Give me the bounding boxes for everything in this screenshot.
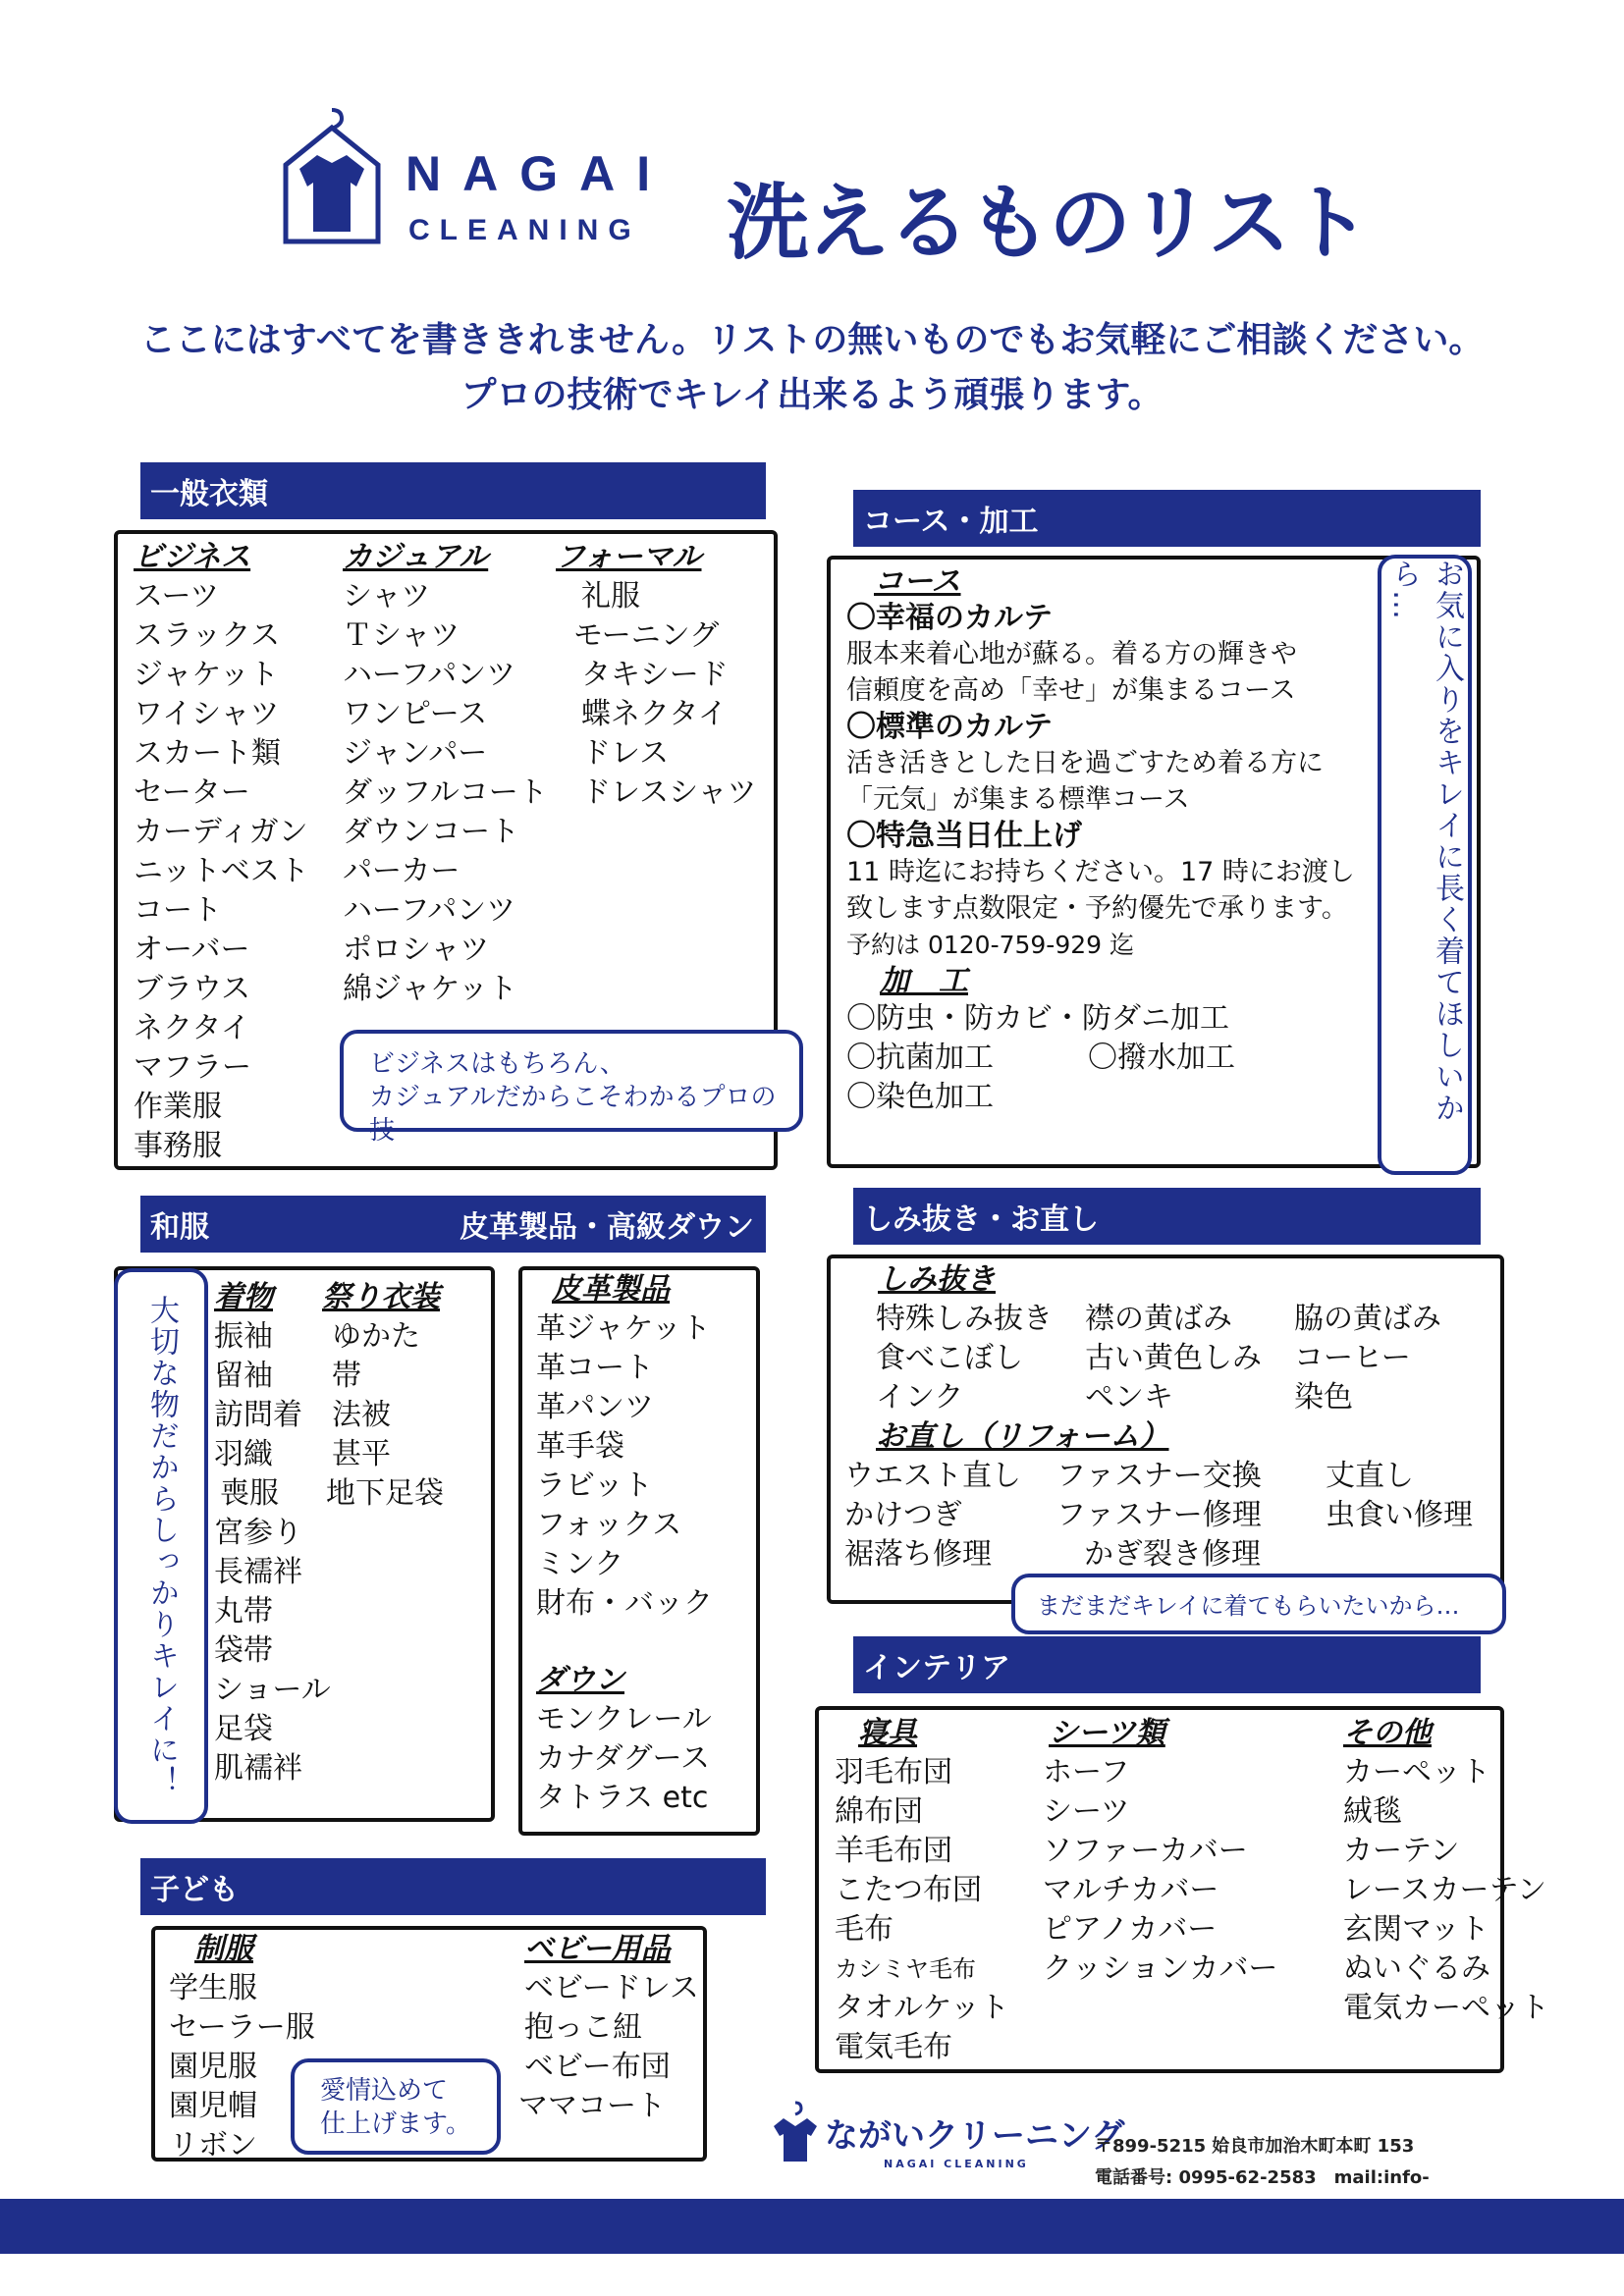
list-item: 法被 [332,1398,391,1432]
course-heading: コース [874,564,961,599]
list-item: 抱っこ紐 [524,2010,642,2045]
list-item: 電気カーペット [1343,1991,1549,2025]
list-item: クッションカバー [1043,1951,1278,1986]
section-bar-interior [853,1636,1481,1693]
list-item: 地下足袋 [326,1476,444,1511]
list-item: ウエスト直し [844,1459,1021,1493]
list-item: 甚平 [332,1437,391,1471]
list-item: 食べこぼし [876,1341,1023,1375]
list-item: 園児服 [169,2050,257,2084]
baby-heading: ベビー用品 [524,1932,671,1966]
list-item: 園児帽 [169,2089,257,2123]
list-item: 丸帯 [214,1594,273,1629]
course-3-title: 〇特急当日仕上げ [846,819,1082,853]
section-title-kids: 子ども [150,1873,239,1907]
list-item: ママコート [518,2089,666,2123]
list-item: 留袖 [214,1359,273,1393]
section-bar-course [853,490,1481,547]
stain-callout [1011,1574,1506,1634]
list-item: ミンク [536,1547,624,1581]
list-item: ニットベスト [134,854,309,888]
list-item: ベビードレス [524,1971,699,2005]
section-bar-stain [853,1188,1481,1245]
list-item: 財布・バック [536,1586,713,1621]
list-item: スカート類 [134,736,281,771]
list-item: 訪問着 [214,1398,302,1432]
list-item: 襟の黄ばみ [1085,1302,1232,1336]
leather-heading: 皮革製品 [552,1272,670,1307]
list-item: ベビー布団 [524,2050,671,2084]
subtitle-line-1: ここにはすべてを書ききれません。リストの無いものでもお気軽にご相談ください。 [139,320,1485,360]
list-item: 革ジャケット [536,1311,711,1346]
list-item: 丈直し [1326,1459,1414,1493]
footer-address: 〒899-5215 姶良市加治木町本町 153 [1095,2136,1415,2157]
list-item: カーテン [1343,1834,1460,1868]
list-item: ドレス [581,736,670,771]
list-item: パーカー [343,854,460,888]
list-item: 虫食い修理 [1326,1498,1473,1532]
list-item: ダウンコート [343,815,519,849]
list-item: コート [134,893,222,928]
list-item: 脇の黄ばみ [1294,1302,1441,1336]
kimono-list [214,1278,331,1789]
list-item: マフラー [134,1050,251,1085]
list-item: 裾落ち修理 [844,1537,992,1572]
business-list [134,538,309,1166]
kimono-heading: 着物 [214,1280,273,1314]
course-3-line-1: 11 時迄にお持ちください。17 時にお渡し [846,857,1355,887]
stain-col-3 [1294,1300,1441,1417]
course-3-line-3: 予約は 0120-759-929 迄 [846,931,1134,959]
section-title-leather: 皮革製品・高級ダウン [460,1210,754,1245]
list-item: 革手袋 [536,1429,624,1464]
section-title-general: 一般衣類 [150,477,268,511]
section-title-stain: しみ抜き・お直し [863,1202,1099,1237]
casual-list [343,538,548,1009]
list-item: ラビット [536,1468,653,1503]
course-1-line-1: 服本来着心地が蘇る。着る方の輝きや [846,639,1297,669]
list-item: 蝶ネクタイ [581,697,728,731]
list-item: 綿ジャケット [343,972,517,1006]
process-item-2b: 〇撥水加工 [1088,1041,1235,1075]
baby-list [518,1930,699,2126]
stain-callout-text: まだまだキレイに着てもらいたいから… [1037,1592,1460,1620]
uniform-heading: 制服 [194,1932,253,1966]
list-item: ネクタイ [134,1011,250,1045]
process-item-1: 〇防虫・防カビ・防ダニ加工 [846,1001,1229,1036]
list-item: 振袖 [214,1319,273,1354]
matsuri-list [322,1278,444,1514]
list-item: カーペット [1343,1755,1490,1789]
list-item: ゆかた [332,1319,420,1354]
list-item: ホーフ [1043,1755,1130,1789]
list-item: 羊毛布団 [835,1834,952,1868]
wafuku-vertical-callout [114,1268,208,1824]
list-item: 作業服 [134,1090,222,1124]
course-vertical-callout-text: お気に入りをキレイに長く着てほしいから… [1386,559,1464,1124]
brand-cleaning: CLEANING [408,214,641,246]
list-item: ファスナー交換 [1056,1459,1262,1493]
footer-shirt-logo-icon [770,2101,821,2163]
list-item: オーバー [134,933,250,967]
list-item: 羽織 [214,1437,273,1471]
formal-heading: フォーマル [556,540,702,574]
process-heading: 加 工 [880,964,968,998]
leather-list [536,1270,713,1624]
brand-nagai: NAGAI [406,146,673,201]
list-item: 宮参り [214,1516,302,1550]
list-item: 革パンツ [536,1390,654,1424]
list-item: ぬいぐるみ [1343,1951,1490,1986]
casual-heading: カジュアル [343,540,489,574]
other-heading: その他 [1343,1716,1432,1750]
section-bar-wafuku [140,1196,766,1253]
course-2-line-1: 活き活きとした日を過ごすため着る方に [846,748,1324,778]
reform-col-2 [1056,1457,1262,1575]
wafuku-vertical-callout-text: 大切な物だからしっかりキレイに！ [144,1295,179,1797]
list-item: 肌襦袢 [214,1751,302,1786]
list-item: セーラー服 [169,2010,315,2045]
kids-callout-line-1: 愛情込めて [320,2076,449,2106]
page-title: 洗えるものリスト [727,175,1370,271]
course-2-title: 〇標準のカルテ [846,710,1053,744]
list-item: 学生服 [169,1971,257,2005]
list-item: ファスナー修理 [1056,1498,1262,1532]
list-item: 羽毛布団 [835,1755,952,1789]
list-item: コーヒー [1294,1341,1411,1375]
course-3-line-2: 致します点数限定・予約優先で承ります。 [846,893,1348,924]
kids-callout-line-2: 仕上げます。 [320,2109,471,2139]
kids-callout [291,2058,501,2155]
list-item: 帯 [332,1359,361,1393]
list-item: こたつ布団 [835,1873,982,1907]
section-bar-general [140,462,766,519]
list-item: インク [876,1380,964,1415]
down-heading: ダウン [536,1663,624,1697]
list-item: ワンピース [343,697,488,731]
list-item: ピアノカバー [1043,1912,1218,1947]
course-2-line-2: 「元気」が集まる標準コース [846,784,1190,815]
sheets-heading: シーツ類 [1049,1716,1165,1750]
stain-col-2 [1085,1300,1262,1417]
list-item: タトラス etc [536,1781,709,1815]
course-1-line-2: 信頼度を高め「幸せ」が集まるコース [846,675,1296,706]
bedding-list [835,1714,1009,2067]
general-callout [340,1030,803,1146]
sheets-list [1043,1714,1277,1989]
formal-list [556,538,757,813]
section-bar-kids [140,1858,766,1915]
list-item: かぎ裂き修理 [1084,1537,1261,1572]
course-1-title: 〇幸福のカルテ [846,601,1053,635]
list-item: 事務服 [134,1129,222,1163]
list-item: 絨毯 [1343,1794,1402,1829]
stain-heading: しみ抜き [878,1262,996,1297]
stain-col-1 [876,1300,1053,1417]
list-item: ハーフパンツ [343,658,516,692]
list-item: ダッフルコート [343,775,548,810]
list-item: カナダグース [536,1741,710,1776]
list-item: 染色 [1294,1380,1353,1415]
list-item: ペンキ [1085,1380,1173,1415]
list-item: 喪服 [220,1476,279,1511]
reform-col-1 [844,1457,1021,1575]
list-item: フォックス [536,1508,682,1542]
list-item: セーター [134,775,250,810]
list-item: 足袋 [214,1712,273,1746]
list-item: カシミヤ毛布 [835,1955,976,1983]
list-item: 玄関マット [1343,1912,1489,1947]
reform-heading: お直し（リフォーム） [876,1419,1169,1454]
list-item: ワイシャツ [134,697,280,731]
section-title-course: コース・加工 [863,505,1039,539]
section-title-wafuku: 和服 [150,1210,209,1245]
list-item: シーツ [1043,1794,1130,1829]
list-item: 綿布団 [835,1794,923,1829]
footer-phone: 電話番号: 0995-62-2583 mail:info- [1095,2167,1430,2188]
other-list [1343,1714,1549,2028]
general-callout-line-2: カジュアルだからこそわかるプロの技 [369,1083,777,1146]
process-item-3: 〇染色加工 [846,1080,994,1114]
list-item: ソファーカバー [1043,1834,1248,1868]
list-item: タオルケット [835,1991,1009,2025]
business-heading: ビジネス [134,540,251,574]
reform-col-3 [1326,1457,1473,1535]
list-item: かけつぎ [844,1498,962,1532]
section-title-interior: インテリア [863,1651,1010,1685]
list-item: Ｔシャツ [343,618,460,653]
process-item-2a: 〇抗菌加工 [846,1041,994,1075]
course-content [846,563,1355,1117]
subtitle-line-2: プロの技術でキレイ出来るよう頑張ります。 [460,375,1164,415]
list-item: ショール [214,1673,331,1707]
list-item: スーツ [134,579,220,614]
list-item: 電気毛布 [835,2030,952,2064]
list-item: レースカーテン [1343,1873,1546,1907]
footer-logo-sub: NAGAI CLEANING [884,2158,1029,2170]
general-callout-line-1: ビジネスはもちろん、 [369,1049,625,1079]
list-item: 長襦袢 [214,1555,302,1589]
course-vertical-callout [1378,555,1472,1175]
shirt-hanger-logo-icon [278,106,386,245]
list-item: 古い黄色しみ [1085,1341,1262,1375]
list-item: シャツ [343,579,431,614]
list-item: 革コート [536,1351,654,1385]
list-item: タキシード [581,658,729,692]
list-item: モーニング [573,618,720,653]
list-item: ジャケット [134,658,279,692]
list-item: 礼服 [581,579,640,614]
footer-bar [0,2199,1624,2254]
bedding-heading: 寝具 [858,1716,917,1750]
list-item: ポロシャツ [343,933,490,967]
list-item: ドレスシャツ [581,775,757,810]
list-item: ハーフパンツ [343,893,516,928]
list-item: ジャンパー [343,736,488,771]
list-item: 特殊しみ抜き [876,1302,1053,1336]
list-item: 毛布 [835,1912,893,1947]
list-item: リボン [169,2128,257,2163]
list-item: スラックス [134,618,281,653]
list-item: 袋帯 [214,1633,273,1668]
footer-logo-text: ながいクリーニング [825,2116,1125,2156]
list-item: カーディガン [134,815,308,849]
down-list [536,1661,712,1818]
matsuri-heading: 祭り衣装 [322,1280,440,1314]
list-item: マルチカバー [1043,1873,1219,1907]
list-item: モンクレール [536,1702,712,1736]
list-item: ブラウス [134,972,251,1006]
